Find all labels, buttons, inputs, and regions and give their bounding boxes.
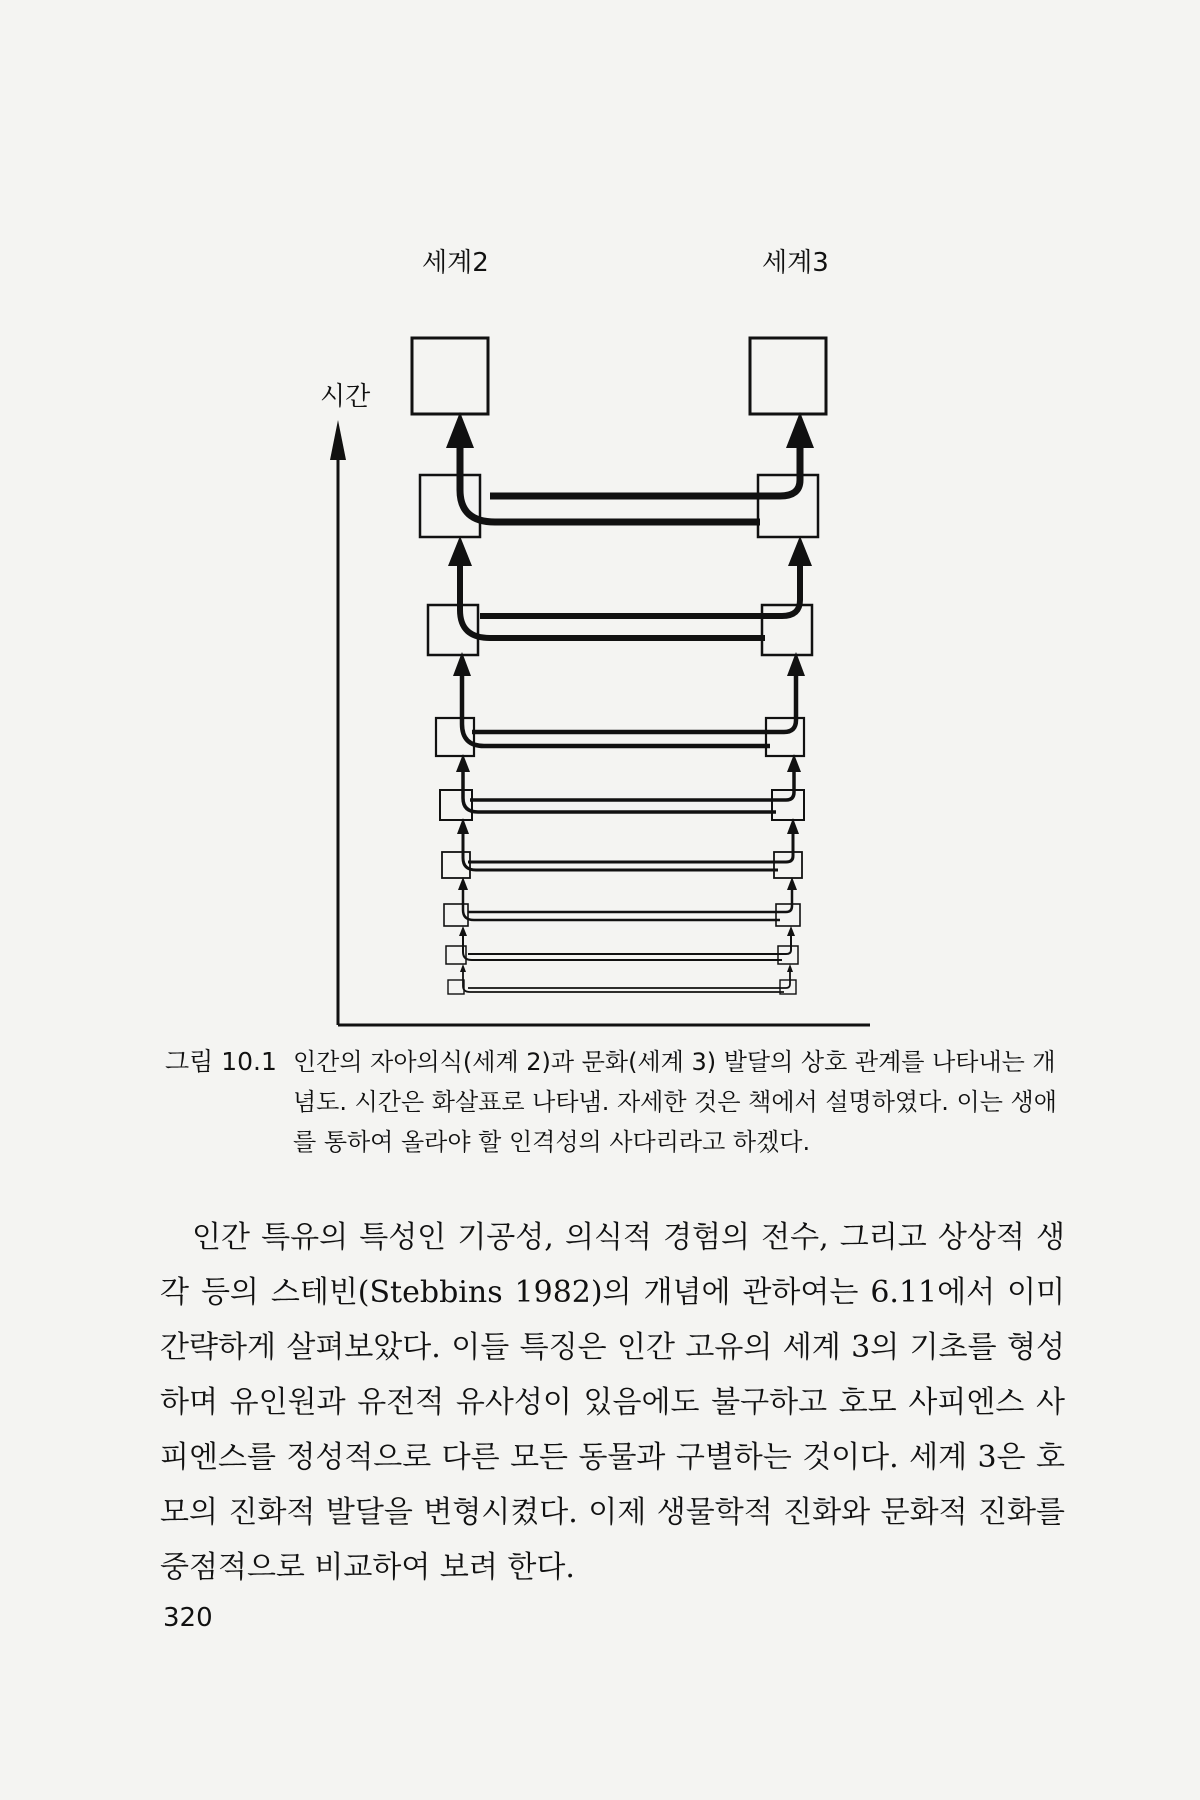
rung-7 [446,926,798,964]
body-text [160,1210,1065,1595]
world2-label: 세계2 [422,248,489,278]
rung-5 [442,818,802,878]
rung-6 [444,877,800,926]
rung-2 [428,536,812,655]
rung-1 [420,412,818,537]
figure-caption-text: 인간의 자아의식(세계 2)과 문화(세계 3) 발달의 상호 관계를 나타내는 개념도. 시간은 화살표로 나타냄. 자세한 것은 책에서 설명하였다. 이는 생애를 통하여 올라야 할 인격성의 사다리라고 하겠다. [293,1048,1057,1156]
rung-4 [440,754,804,820]
rung-8 [448,964,796,994]
body-paragraph: 인간 특유의 특성인 기공성, 의식적 경험의 전수, 그리고 상상적 생각 등의 스테빈(Stebbins 1982)의 개념에 관하여는 6.11에서 이미 간략하게 살펴보았다. 이들 특징은 인간 고유의 세계 3의 기초를 형성하며 유인원과 유전적 유사성이 있음에도 불구하고 호모 사피엔스 사피엔스를 정성적으로 다른 모든 동물과 구별하는 것이다. 세계 3은 호모의 진화적 발달을 변형시켰다. 이제 생물학적 진화와 문화적 진화를 중점적으로 비교하여 보려 한다. [160,1220,1065,1585]
page-number: 320 [163,1603,213,1633]
figure-number: 그림 10.1 [165,1047,277,1076]
world3-label: 세계3 [762,248,829,278]
rung-3 [436,652,805,756]
world2-top-box [412,338,488,414]
ladder-diagram [300,300,880,1030]
world3-top-box [750,338,826,414]
time-axis-label: 시간 [320,382,371,412]
